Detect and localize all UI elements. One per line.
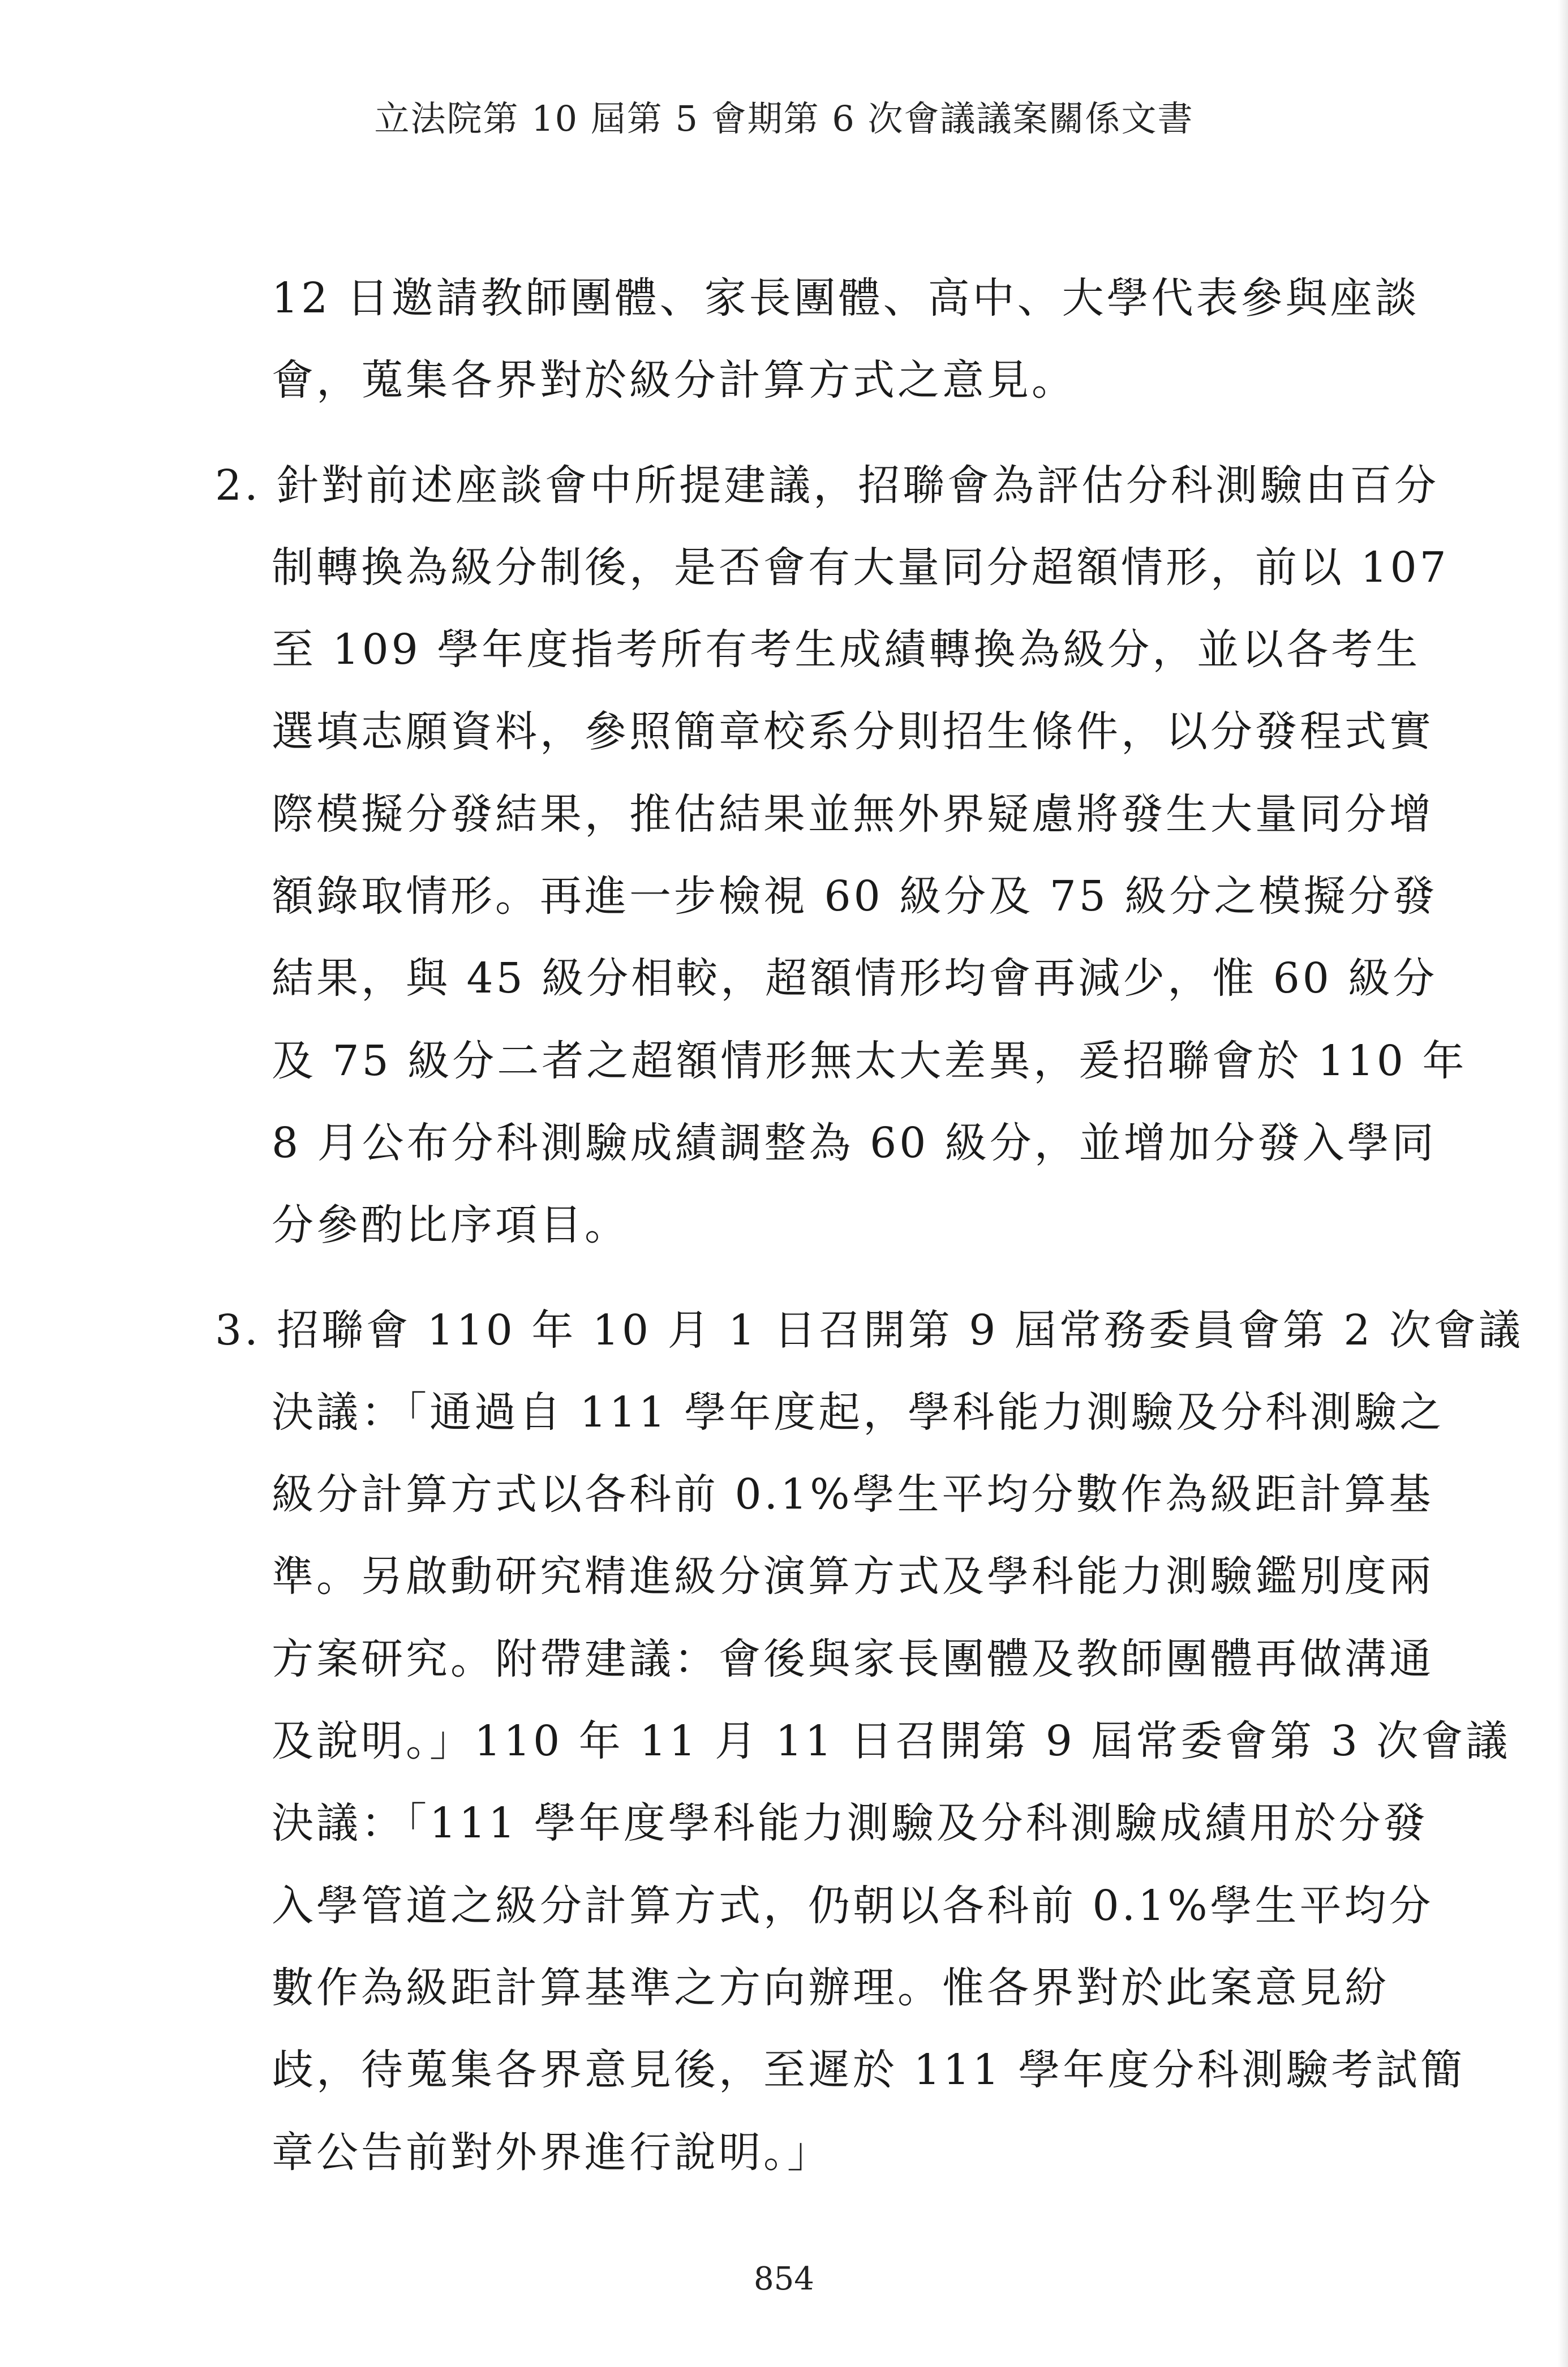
text-line: 分參酌比序項目。 (272, 1201, 629, 1250)
text-line: 數作為級距計算基準之方向辦理。惟各界對於此案意見紛 (272, 1963, 1389, 2012)
paragraph-gap (215, 1267, 1392, 1290)
text-line: 會，蒐集各界對於級分計算方式之意見。 (272, 356, 1076, 405)
text-line: 決議：「111 學年度學科能力測驗及分科測驗成績用於分發 (272, 1799, 1428, 1848)
text-line: 及 75 級分二者之超額情形無太大差異，爰招聯會於 110 年 (272, 1036, 1467, 1085)
document-body (215, 257, 1523, 2194)
text-line: 2. 針對前述座談會中所提建議，招聯會為評估分科測驗由百分 (215, 461, 1440, 510)
paragraph-gap (215, 422, 1392, 445)
text-line: 12 日邀請教師團體、家長團體、高中、大學代表參與座談 (272, 274, 1420, 323)
text-line: 際模擬分發結果，推估結果並無外界疑慮將發生大量同分增 (272, 789, 1434, 839)
scan-edge-shadow (1558, 0, 1568, 2367)
page-number: 854 (754, 2261, 814, 2297)
text-line: 入學管道之級分計算方式，仍朝以各科前 0.1%學生平均分 (272, 1881, 1434, 1930)
intro-paragraph (215, 257, 1420, 422)
text-line: 制轉換為級分制後，是否會有大量同分超額情形，前以 107 (272, 543, 1449, 592)
text-line: 級分計算方式以各科前 0.1%學生平均分數作為級距計算基 (272, 1470, 1434, 1519)
list-item-3 (215, 1290, 1523, 2194)
text-line: 決議：「通過自 111 學年度起，學科能力測驗及分科測驗之 (272, 1387, 1445, 1437)
text-line: 至 109 學年度指考所有考生成績轉換為級分，並以各考生 (272, 625, 1421, 675)
text-line: 結果，與 45 級分相較，超額情形均會再減少，惟 60 級分 (272, 954, 1438, 1003)
running-header: 立法院第 10 屆第 5 會期第 6 次會議議案關係文書 (374, 98, 1194, 139)
text-line: 選填志願資料，參照簡章校系分則招生條件，以分發程式實 (272, 707, 1434, 757)
text-line: 方案研究。附帶建議：會後與家長團體及教師團體再做溝通 (272, 1634, 1434, 1683)
text-line: 及說明。」110 年 11 月 11 日召開第 9 屆常委會第 3 次會議 (272, 1717, 1511, 1766)
text-line: 章公告前對外界進行說明。」 (272, 2128, 832, 2177)
list-item-2 (215, 445, 1467, 1267)
text-line: 準。另啟動研究精進級分演算方式及學科能力測驗鑑別度兩 (272, 1552, 1434, 1601)
text-line: 3. 招聯會 110 年 10 月 1 日召開第 9 屆常務委員會第 2 次會議 (215, 1305, 1523, 1355)
text-line: 8 月公布分科測驗成績調整為 60 級分，並增加分發入學同 (272, 1118, 1437, 1167)
text-line: 額錄取情形。再進一步檢視 60 級分及 75 級分之模擬分發 (272, 872, 1438, 921)
text-line: 歧，待蒐集各界意見後，至遲於 111 學年度分科測驗考試簡 (272, 2046, 1466, 2095)
